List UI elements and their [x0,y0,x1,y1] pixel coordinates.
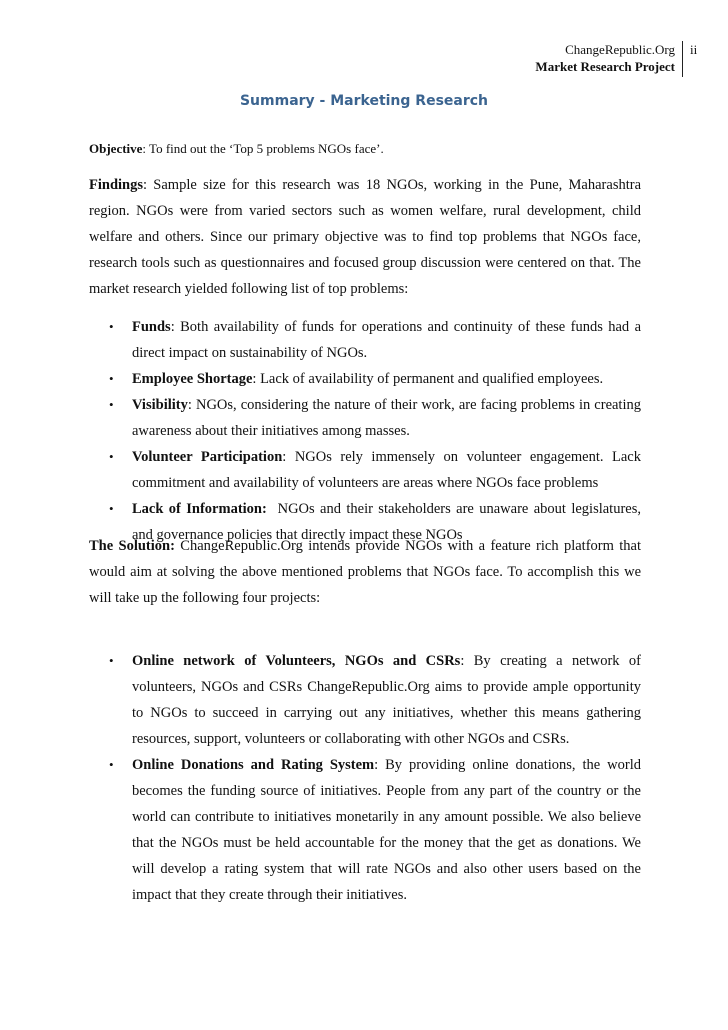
objective-label: Objective [89,141,143,156]
project-label: Online network of Volunteers, NGOs and CSRs [132,653,461,669]
bullet-icon: • [109,319,114,334]
list-item [89,366,641,392]
header-org: ChangeRepublic.Org [565,42,675,57]
project-label: Online Donations and Rating System [132,757,375,773]
objective-text: : To find out the ‘Top 5 problems NGOs face’. [142,141,384,156]
solution-paragraph [89,533,641,611]
page-number: ii [690,42,698,57]
solution-label: The Solution: [89,538,175,554]
bullet-icon: • [109,449,114,464]
problem-text: : NGOs, considering the nature of their work, are facing problems in creating awareness about their initiatives among masses. [132,397,641,439]
problem-label: Visibility [132,397,188,413]
problem-text: NGOs and their stakeholders are unaware about legislatures, and governance policies that directly impact these NGOs [132,501,645,543]
problem-label: Employee Shortage [132,371,253,387]
project-text: : By providing online donations, the world becomes the funding source of initiatives. People from any part of the country or the world can contribute to initiatives monetarily in any amount possible. We also believe that the NGOs must be held accountable for the money that the get as donations. We will develop a rating system that will rate NGOs and also other users based on the impact that they create through their initiatives. [132,757,641,903]
header-text [535,41,683,77]
problems-list [89,314,645,548]
problem-text: : Both availability of funds for operations and continuity of these funds had a direct impact on sustainability of NGOs. [132,319,641,361]
objective-paragraph [89,136,641,162]
bullet-icon: • [109,371,114,386]
project-text: : By creating a network of volunteers, NGOs and CSRs ChangeRepublic.Org aims to provide ample opportunity to NGOs to succeed in carrying out any initiatives, whether this means gathering resources, support, volunteers or collaborating with other NGOs and CSRs. [132,653,642,747]
findings-label: Findings [89,177,143,193]
page-header [535,41,708,77]
solution-text: ChangeRepublic.Org intends provide NGOs with a feature rich platform that would aim at solving the above mentioned problems that NGOs face. To accomplish this we will take up the following four projects: [89,538,641,606]
findings-text: : Sample size for this research was 18 NGOs, working in the Pune, Maharashtra region. NGOs were from varied sectors such as women welfare, rural development, child welfare and others. Since our primary objective was to find top problems that NGOs face, research tools such as questionnaires and focused group discussion were centered on that. The market research yielded following list of top problems: [89,177,641,297]
list-item [89,444,641,496]
problem-label: Funds [132,319,171,335]
problem-label: Lack of Information: [132,501,267,517]
list-item [89,314,641,366]
list-item [89,648,641,752]
page-title: Summary - Marketing Research [239,93,489,109]
problem-text: : NGOs rely immensely on volunteer engagement. Lack commitment and availability of volunteers are areas where NGOs face problems [132,449,641,491]
list-item [89,752,641,908]
problem-text: : Lack of availability of permanent and qualified employees. [252,371,604,387]
header-project: Market Research Project [535,59,675,74]
findings-paragraph [89,172,641,302]
list-item [89,392,641,444]
problem-label: Volunteer Participation [132,449,283,465]
bullet-icon: • [109,501,114,516]
bullet-icon: • [109,757,114,772]
bullet-icon: • [109,397,114,412]
bullet-icon: • [109,653,114,668]
projects-list [89,648,641,908]
